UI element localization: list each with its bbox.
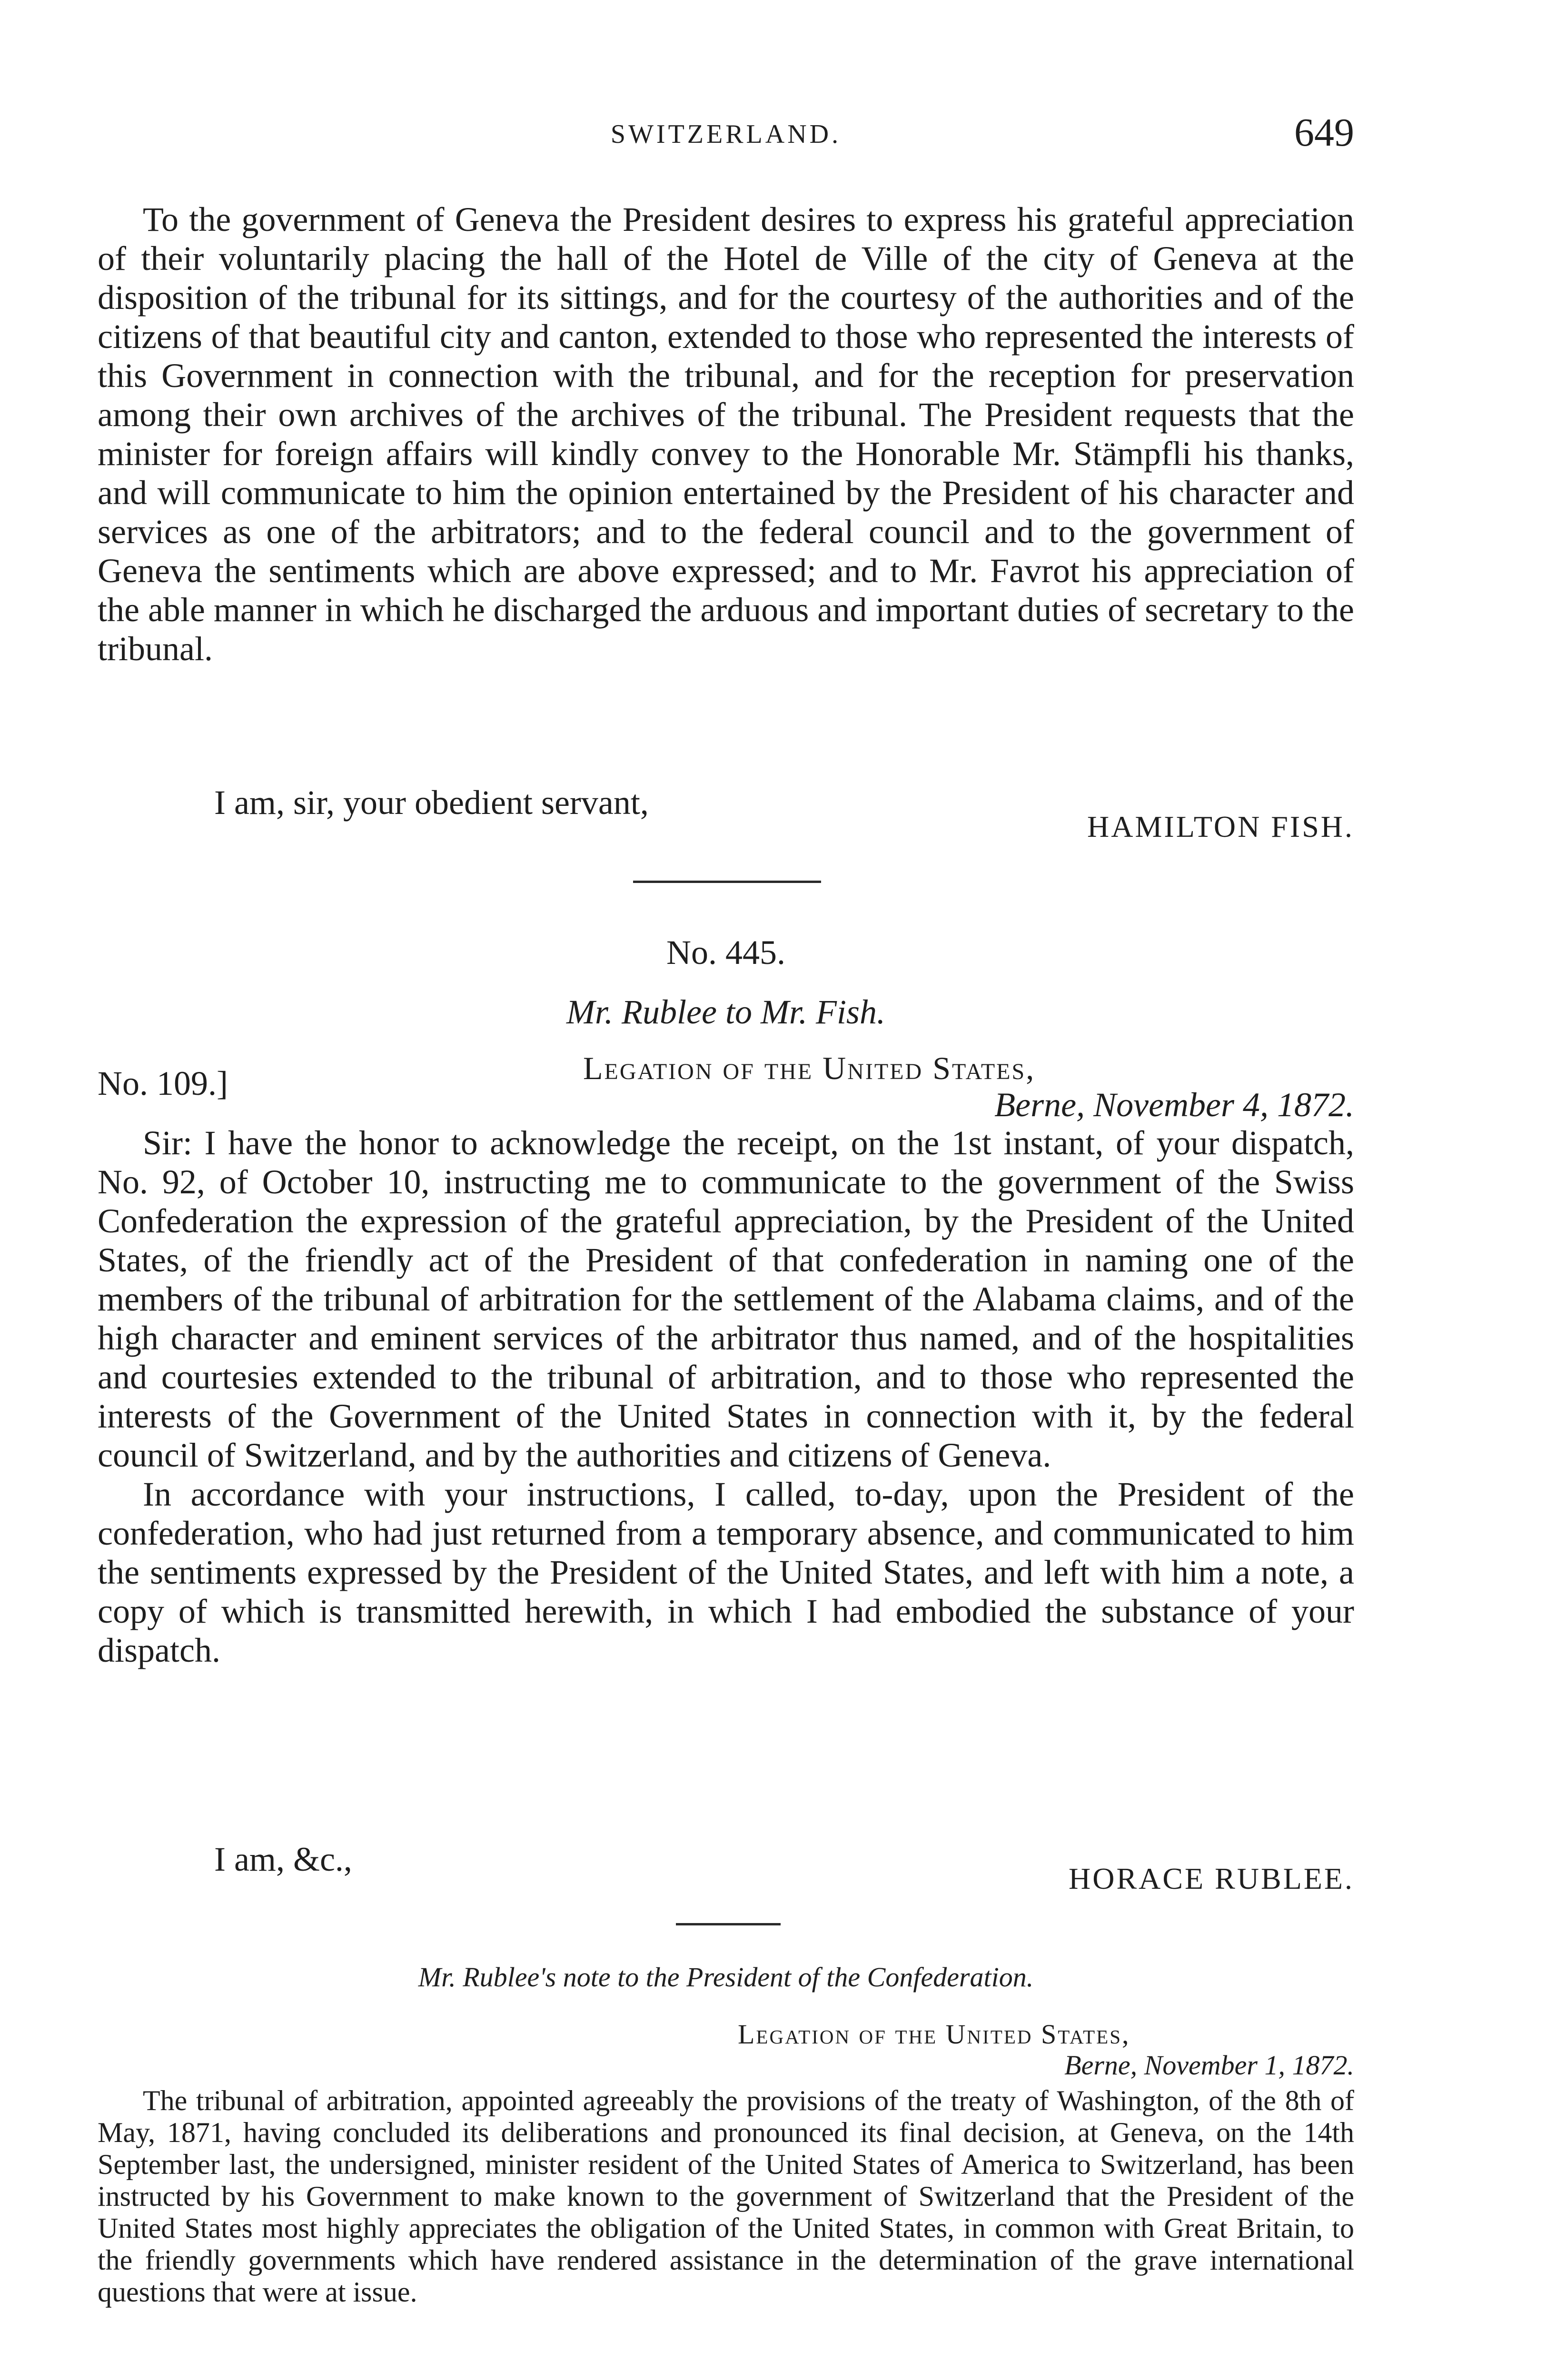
letter-445-body bbox=[98, 1123, 1354, 1670]
legation-heading: Legation of the United States, bbox=[583, 1050, 1036, 1086]
letter-444-closing: I am, sir, your obedient servant, bbox=[214, 783, 649, 822]
file-number: No. 109.] bbox=[98, 1064, 228, 1102]
letter-445-paragraph-1: Sir: I have the honor to acknowledge the receipt, on the 1st instant, of your dispatch, No. 92, of October 10, instructing me to communicate to the government of the Swiss Confederation the expression of the grateful appreciation, by the President of the United States, of the friendly act of the President of that confederation in naming one of the members of the tribunal of arbitration for the settlement of the Alabama claims, and of the high character and eminent services of the arbitrator thus named, and of the hospitalities and courtesies extended to the tribunal of arbitration, and to those who represented the interests of the Government of the United States in connection with it, by the federal council of Switzerland, and by the authorities and citizens of Geneva. bbox=[98, 1124, 1354, 1474]
running-head bbox=[98, 109, 1354, 162]
page-number: 649 bbox=[1294, 110, 1354, 155]
section-divider bbox=[633, 881, 821, 883]
enclosure-place-date: Berne, November 1, 1872. bbox=[1064, 2050, 1354, 2081]
document-page bbox=[98, 0, 1354, 2380]
letter-445-signature: HORACE RUBLEE. bbox=[1069, 1862, 1354, 1895]
letter-444-body bbox=[98, 200, 1354, 668]
enclosure-paragraph: The tribunal of arbitration, appointed agreeably the provisions of the treaty of Washington, of the 8th of May, 1871, having concluded its deliberations and pronounced its final decision, at Geneva, on the 14th September last, the undersigned, minister resident of the United States of America to Switzerland, has been instructed by his Government to make known to the government of Switzerland that the President of the United States most highly appreciates the obligation of the United States, in common with Great Britain, to the friendly governments which have rendered assistance in the determination of the grave international questions that were at issue. bbox=[98, 2085, 1354, 2308]
place-date: Berne, November 4, 1872. bbox=[994, 1086, 1354, 1124]
enclosure-legation: Legation of the United States, bbox=[738, 2019, 1130, 2050]
letter-445-paragraph-2: In accordance with your instructions, I called, to-day, upon the President of the confederation, who had just returned from a temporary absence, and communicated to him the sentiments expressed by the President of the United States, and left with him a note, a copy of which is transmitted herewith, in which I had embodied the substance of your dispatch. bbox=[98, 1475, 1354, 1669]
enclosure-heading: Mr. Rublee's note to the President of the Confederation. bbox=[418, 1962, 1034, 1993]
running-title: SWITZERLAND. bbox=[610, 119, 842, 149]
enclosure-body bbox=[98, 2085, 1354, 2308]
letter-444-signature: HAMILTON FISH. bbox=[1087, 810, 1354, 843]
document-number: No. 445. bbox=[666, 933, 785, 972]
letter-445-closing: I am, &c., bbox=[214, 1840, 352, 1878]
enclosure-divider bbox=[676, 1923, 781, 1925]
document-title: Mr. Rublee to Mr. Fish. bbox=[566, 993, 885, 1031]
letter-444-paragraph: To the government of Geneva the President desires to express his grateful appreciation of their voluntarily placing the hall of the Hotel de Ville of the city of Geneva at the disposition of the tribunal for its sittings, and for the courtesy of the authorities and of the citizens of that beautiful city and canton, extended to those who represented the interests of this Government in connection with the tribunal, and for the reception for preservation among their own archives of the archives of the tribunal. The President requests that the minister for foreign affairs will kindly convey to the Honorable Mr. Stämpfli his thanks, and will communicate to him the opinion entertained by the President of his character and services as one of the arbitrators; and to the federal council and to the government of Geneva the sentiments which are above expressed; and to Mr. Favrot his appreciation of the able manner in which he discharged the arduous and important duties of secretary to the tribunal. bbox=[98, 200, 1354, 668]
